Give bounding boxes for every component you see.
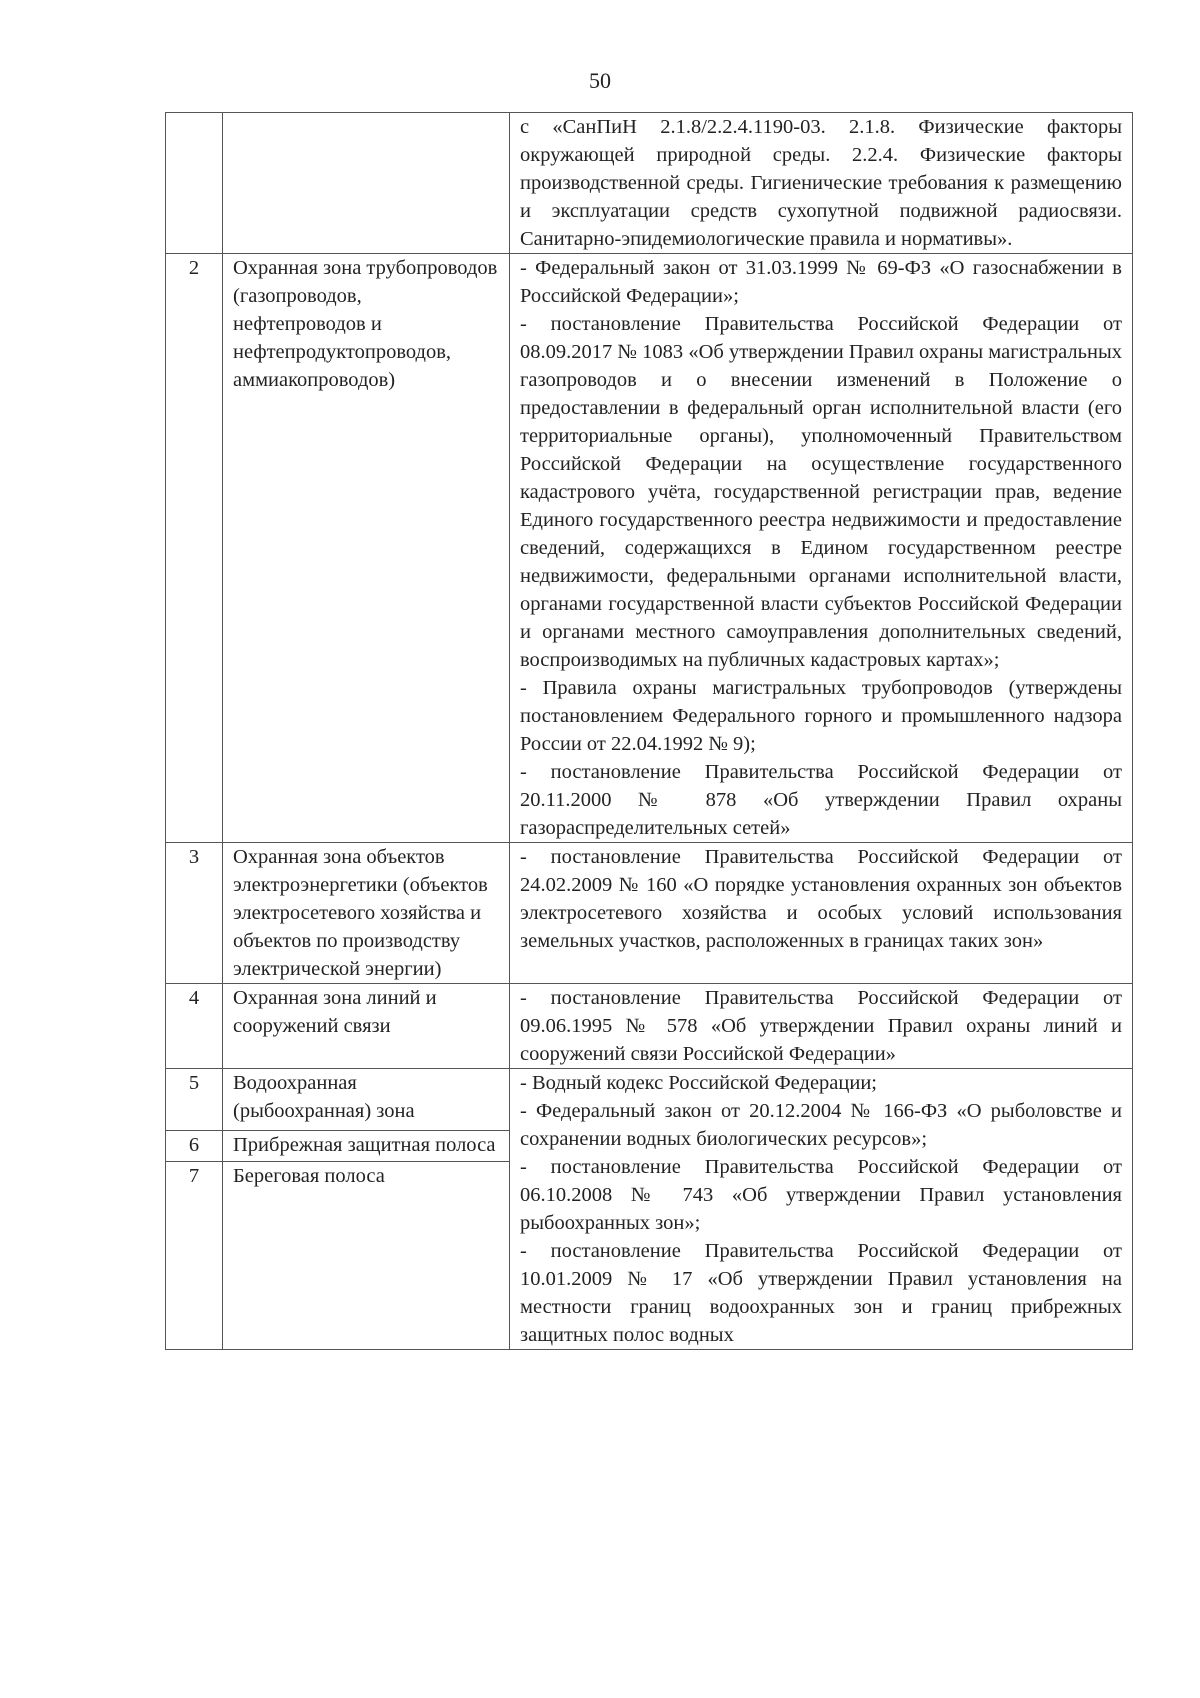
legal-basis-cell xyxy=(510,254,1133,843)
row-number-cell: 6 xyxy=(166,1130,223,1161)
zone-name-cell: Охранная зона трубопроводов (газопроводов, нефтепроводов и нефтепродуктопроводов, аммиакопроводов) xyxy=(223,254,510,843)
legal-basis-item: - Федеральный закон от 20.12.2004 № 166-ФЗ «О рыболовстве и сохранении водных биологических ресурсов»; xyxy=(520,1100,1122,1150)
row-number-cell: 5 xyxy=(166,1069,223,1131)
zone-name-cell: Охранная зона линий и сооружений связи xyxy=(223,984,510,1069)
legal-basis-item: - постановление Правительства Российской Федерации от 24.02.2009 № 160 «О порядке установления охранных зон объектов электросетевого хозяйства и особых условий использования земельных участков, расположенных в границах таких зон» xyxy=(520,846,1122,952)
legal-basis-item: - постановление Правительства Российской Федерации от 08.09.2017 № 1083 «Об утверждении Правил охраны магистральных газопроводов и о внесении изменений в Положение о предоставлении в федеральный орган исполнительной власти (его территориальные органы), уполномоченный Правительством Российской Федерации на осуществление государственного кадастрового учёта, государственной регистрации прав, ведение Единого государственного реестра недвижимости и предоставление сведений, содержащихся в Едином государственном реестре недвижимости, федеральными органами исполнительной власти, органами государственной власти субъектов Российской Федерации и органами местного самоуправления дополнительных сведений, воспроизводимых на публичных кадастровых картах»; xyxy=(520,313,1122,671)
legal-basis-cell xyxy=(510,1069,1133,1350)
table-row xyxy=(166,984,1133,1069)
legal-basis-item: - Правила охраны магистральных трубопроводов (утверждены постановлением Федерального горного и промышленного надзора России от 22.04.1992 № 9); xyxy=(520,677,1122,755)
row-number-cell: 2 xyxy=(166,254,223,843)
zone-name-cell: Прибрежная защитная полоса xyxy=(223,1130,510,1161)
legal-basis-item: - постановление Правительства Российской Федерации от 06.10.2008 № 743 «Об утверждении Правил установления рыбоохранных зон»; xyxy=(520,1156,1122,1234)
row-number-cell: 4 xyxy=(166,984,223,1069)
table-row xyxy=(166,254,1133,843)
legal-basis-cell xyxy=(510,113,1133,254)
legal-basis-cell xyxy=(510,843,1133,984)
page-number: 50 xyxy=(589,68,611,93)
zone-name-cell xyxy=(223,113,510,254)
legal-basis-item: - постановление Правительства Российской Федерации от 10.01.2009 № 17 «Об утверждении Правил установления на местности границ водоохранных зон и границ прибрежных защитных полос водных xyxy=(520,1240,1122,1346)
legal-basis-item: - постановление Правительства Российской Федерации от 09.06.1995 № 578 «Об утверждении Правил охраны линий и сооружений связи Российской Федерации» xyxy=(520,987,1122,1065)
row-number-cell: 7 xyxy=(166,1162,223,1350)
zone-name-cell: Водоохранная (рыбоохранная) зона xyxy=(223,1069,510,1131)
legal-basis-cell xyxy=(510,984,1133,1069)
table-row xyxy=(166,1069,1133,1131)
table-row xyxy=(166,843,1133,984)
table-row-continuation xyxy=(166,113,1133,254)
legal-basis-item: - Федеральный закон от 31.03.1999 № 69-ФЗ «О газоснабжении в Российской Федерации»; xyxy=(520,257,1122,307)
zone-name-cell: Охранная зона объектов электроэнергетики (объектов электросетевого хозяйства и объектов по производству электрической энергии) xyxy=(223,843,510,984)
legal-basis-item: - Водный кодекс Российской Федерации; xyxy=(520,1072,877,1094)
legal-basis-item: с «СанПиН 2.1.8/2.2.4.1190-03. 2.1.8. Физические факторы окружающей природной среды. 2.2.4. Физические факторы производственной среды. Гигиенические требования к размещению и эксплуатации средств сухопутной подвижной радиосвязи. Санитарно-эпидемиологические правила и нормативы». xyxy=(520,116,1122,250)
zones-table xyxy=(165,112,1133,1350)
row-number-cell: 3 xyxy=(166,843,223,984)
legal-basis-item: - постановление Правительства Российской Федерации от 20.11.2000 № 878 «Об утверждении Правил охраны газораспределительных сетей» xyxy=(520,761,1122,839)
zone-name-cell: Береговая полоса xyxy=(223,1162,510,1350)
row-number-cell xyxy=(166,113,223,254)
